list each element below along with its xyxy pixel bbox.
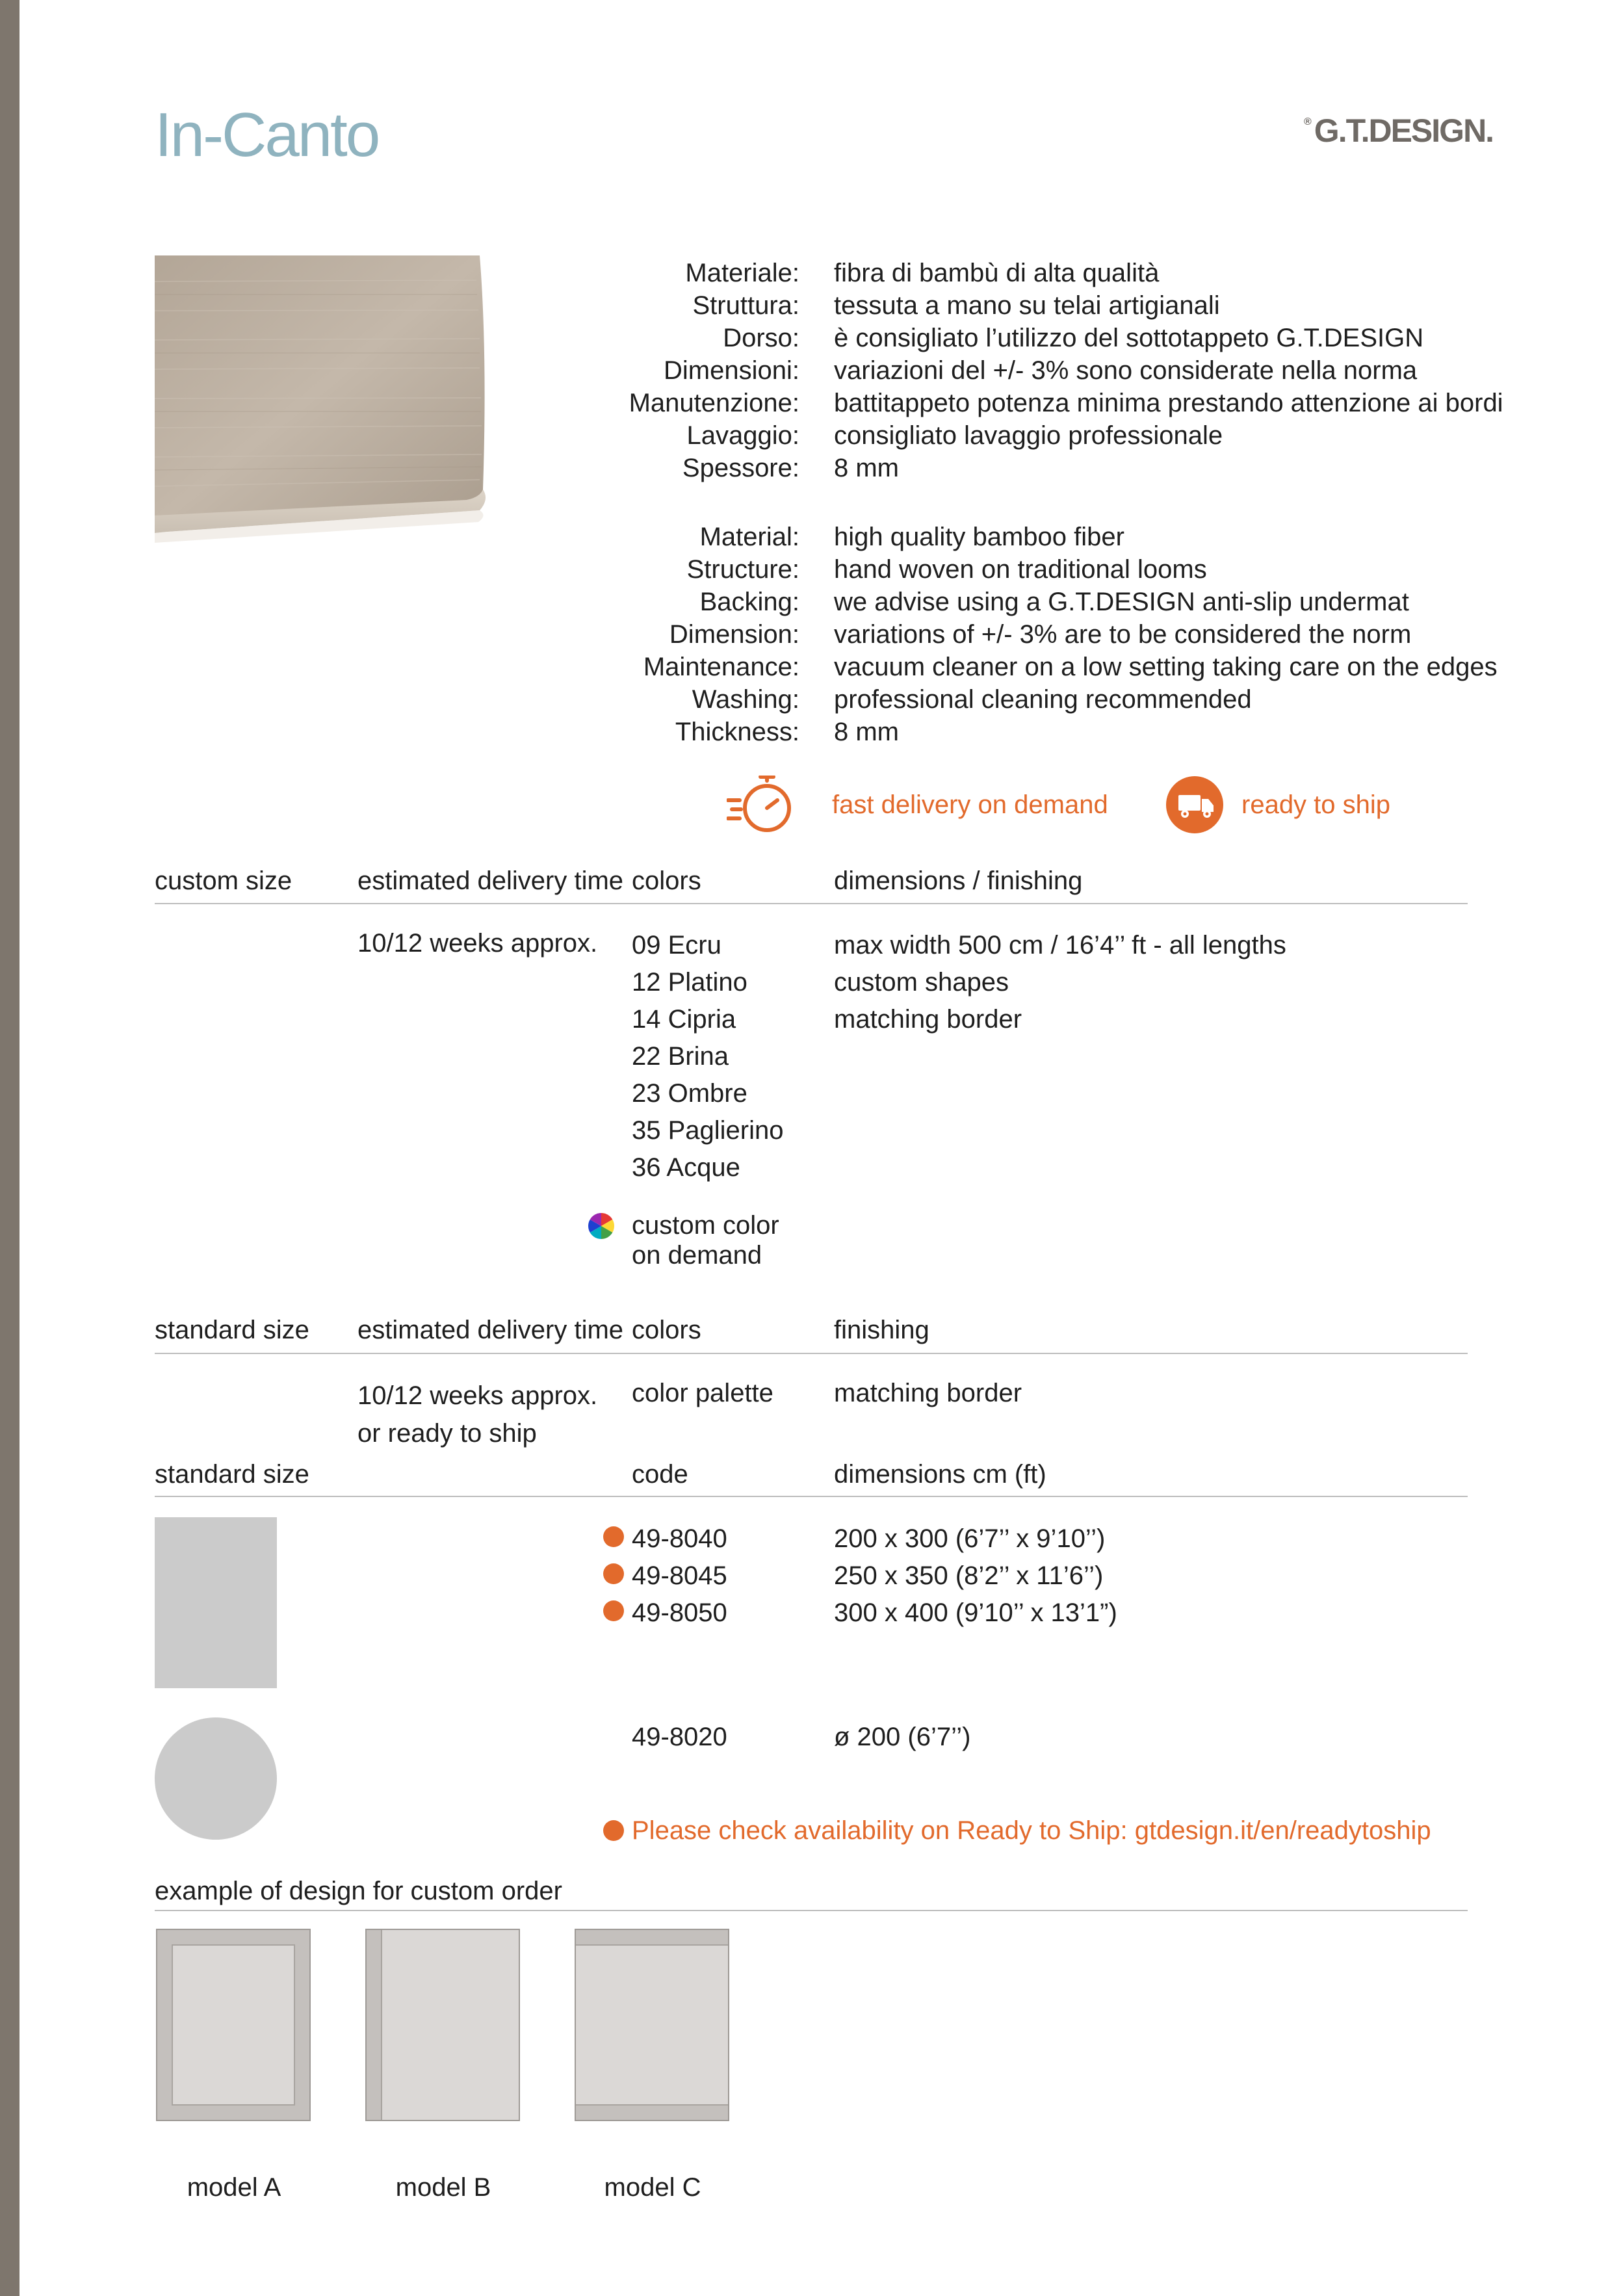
stopwatch-icon [727,776,796,835]
delivery-truck-icon [1165,776,1224,834]
examples-title: example of design for custom order [155,1877,562,1905]
custom-size-header: custom size [155,867,292,895]
divider [155,903,1468,904]
spec-label: Dimensioni: [664,356,799,385]
custom-delivery-time: 10/12 weeks approx. [357,929,598,958]
spec-label: Washing: [692,685,799,714]
product-code: 49-8040 [632,1524,727,1553]
availability-dot [603,1820,624,1841]
ready-to-ship-dot [603,1526,624,1547]
spec-label: Maintenance: [643,653,799,681]
spec-value: variazioni del +/- 3% sono considerate nella norma [834,356,1418,385]
spec-value: we advise using a G.T.DESIGN anti-slip undermat [834,588,1409,616]
rect-code-list [632,1520,727,1632]
finishing-item: max width 500 cm / 16’4’’ ft - all lengths [834,931,1286,959]
spec-value: è consigliato l’utilizzo del sottotappeto G.T.DESIGN [834,324,1424,352]
round-rug-swatch [155,1717,277,1840]
spec-value: 8 mm [834,454,899,482]
standard-size-header: standard size [155,1316,309,1344]
model-a-caption: model A [187,2173,281,2202]
availability-note: Please check availability on Ready to Ship: gtdesign.it/en/readytoship [632,1816,1431,1845]
model-a-diagram [156,1929,311,2121]
product-dimension: 250 x 350 (8’2’’ x 11’6’’) [834,1561,1104,1590]
divider [155,1910,1468,1911]
fast-delivery-badge: fast delivery on demand [832,790,1108,819]
finishing-item: matching border [834,1005,1022,1034]
color-item: 36 Acque [632,1153,740,1182]
spec-label: Materiale: [685,259,799,287]
color-item: 12 Platino [632,968,747,997]
dimensions-header: dimensions cm (ft) [834,1460,1046,1489]
round-dimension: ø 200 (6’7’’) [834,1723,971,1751]
spec-value: fibra di bambù di alta qualità [834,259,1160,287]
spec-label: Dimension: [669,620,799,649]
ready-to-ship-badge: ready to ship [1241,790,1391,819]
ready-to-ship-dot [603,1600,624,1621]
spec-label: Spessore: [682,454,799,482]
color-wheel-icon [588,1213,614,1239]
standard-delivery-header: estimated delivery time [357,1316,624,1344]
rug-photo [155,255,494,545]
spec-label: Backing: [699,588,799,616]
spec-label: Dorso: [723,324,799,352]
standard-colors-header: colors [632,1316,701,1344]
specs-en-values [834,521,1498,748]
color-item: 35 Paglierino [632,1116,784,1145]
standard-colors: color palette [632,1379,773,1407]
spec-value: consigliato lavaggio professionale [834,421,1223,450]
spec-value: professional cleaning recommended [834,685,1252,714]
color-item: 22 Brina [632,1042,729,1071]
spec-label: Struttura: [692,291,799,320]
product-dimension: 300 x 400 (9’10’’ x 13’1”) [834,1598,1117,1627]
product-dimension: 200 x 300 (6’7’’ x 9’10’’) [834,1524,1106,1553]
color-item: 09 Ecru [632,931,721,959]
custom-color-list [632,927,784,1186]
finishing-item: custom shapes [834,968,1009,997]
standard-size-subheader: standard size [155,1460,309,1489]
page-sidebar-stripe [0,0,19,2296]
standard-delivery-time: 10/12 weeks approx. or ready to ship [357,1381,598,1448]
spec-label: Material: [699,523,799,551]
divider [155,1496,1468,1497]
custom-finishing-header: dimensions / finishing [834,867,1083,895]
ready-to-ship-dot [603,1563,624,1584]
brand-logo: ®G.T.DESIGN. [1304,112,1494,149]
spec-label: Lavaggio: [686,421,799,450]
model-b-caption: model B [395,2173,491,2202]
specs-it-values [834,257,1503,484]
specs-en-labels [585,521,799,748]
spec-value: 8 mm [834,718,899,746]
color-item: 14 Cipria [632,1005,736,1034]
spec-value: battitappeto potenza minima prestando attenzione ai bordi [834,389,1503,417]
rect-dimension-list [834,1520,1117,1632]
custom-colors-header: colors [632,867,701,895]
spec-value: hand woven on traditional looms [834,555,1207,584]
specs-it-labels [585,257,799,484]
product-code: 49-8045 [632,1561,727,1590]
rect-rug-swatch [155,1517,277,1688]
custom-finishing-list [834,927,1286,1038]
standard-finishing-header: finishing [834,1316,929,1344]
model-c-caption: model C [604,2173,701,2202]
round-code: 49-8020 [632,1723,727,1751]
spec-value: high quality bamboo fiber [834,523,1124,551]
color-item: 23 Ombre [632,1079,747,1108]
spec-label: Structure: [686,555,799,584]
spec-value: tessuta a mano su telai artigianali [834,291,1220,320]
code-header: code [632,1460,688,1489]
custom-delivery-header: estimated delivery time [357,867,624,895]
spec-label: Thickness: [675,718,799,746]
model-c-diagram [575,1929,729,2121]
spec-value: vacuum cleaner on a low setting taking care on the edges [834,653,1498,681]
standard-finishing: matching border [834,1379,1022,1407]
model-b-diagram [365,1929,520,2121]
divider [155,1353,1468,1354]
spec-label: Manutenzione: [629,389,799,417]
page-title: In-Canto [155,100,379,170]
spec-value: variations of +/- 3% are to be considered the norm [834,620,1412,649]
product-code: 49-8050 [632,1598,727,1627]
custom-color-note: custom color on demand [632,1211,779,1270]
